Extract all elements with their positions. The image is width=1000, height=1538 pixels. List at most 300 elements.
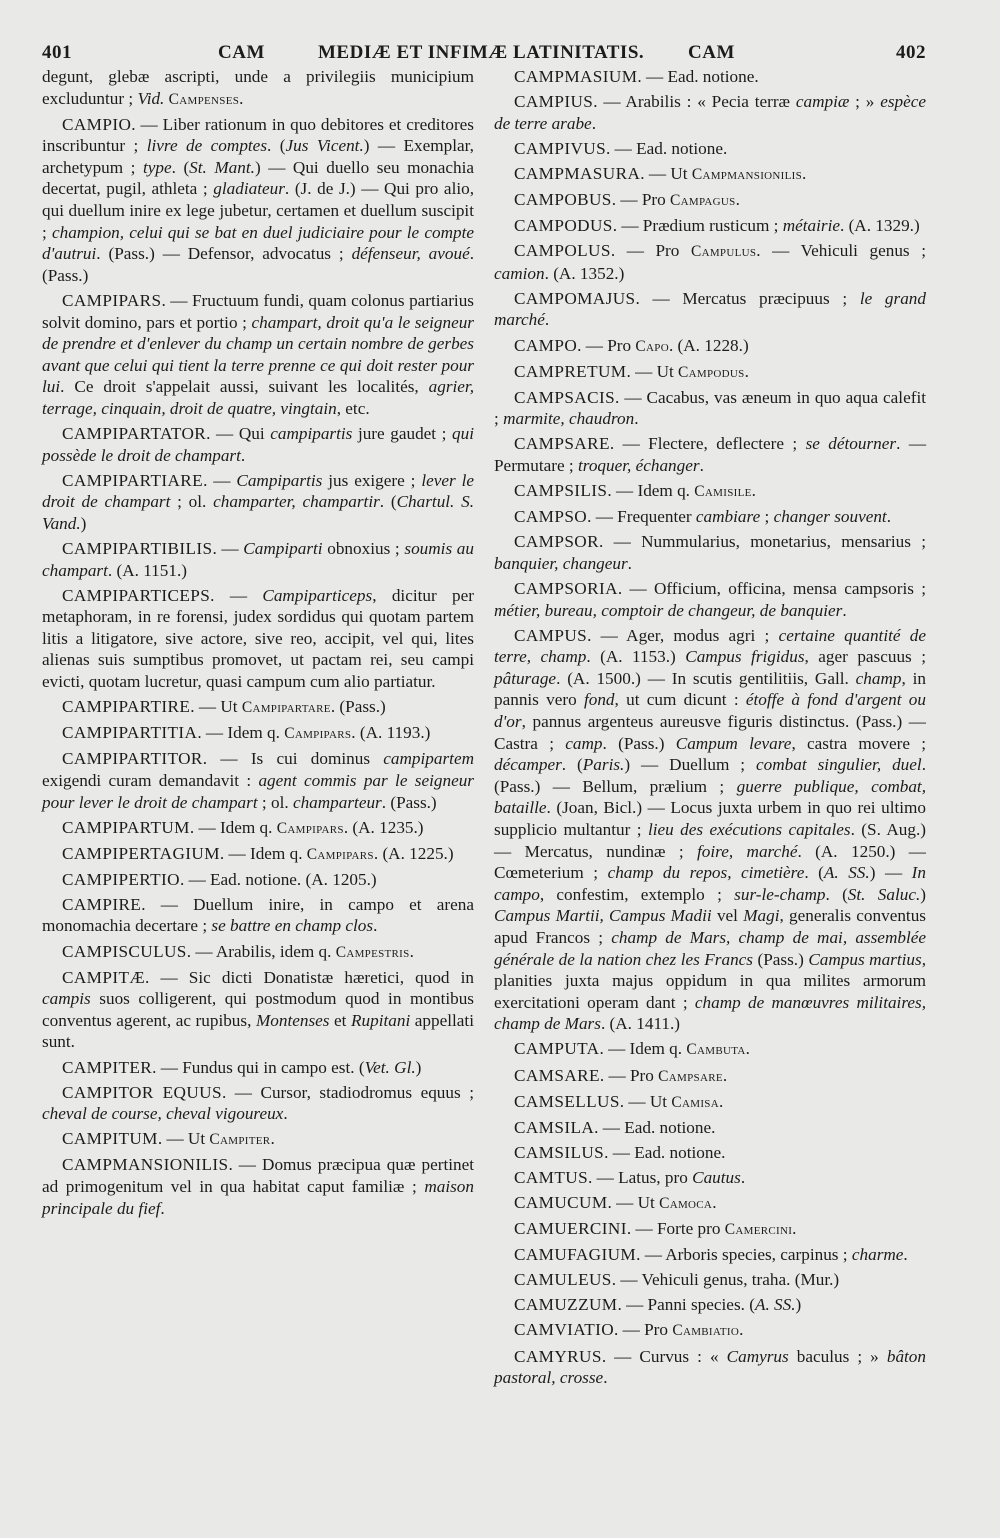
entry-text: . — Vehiculi genus, traha. (Mur.): [611, 1270, 840, 1290]
italic-gloss: soumis au champart: [42, 538, 474, 580]
entry-text: .: [739, 1320, 744, 1340]
italic-gloss: St. Mant.: [189, 157, 255, 177]
dictionary-entry: [42, 470, 474, 535]
entry-text: . — Cursor, stadiodromus equus ;: [221, 1082, 474, 1102]
entry-text: .: [160, 1198, 165, 1218]
entry-text: .: [544, 310, 550, 330]
entry-headword: CAMPIPARS: [62, 290, 162, 310]
dictionary-entry: [494, 91, 926, 134]
entry-text: jure gaudet ;: [352, 424, 453, 443]
italic-gloss: campipartem: [383, 749, 474, 769]
entry-text: . — Ead. notione.: [604, 1142, 726, 1162]
entry-text: . — Officium, officina, mensa campsoris ;: [617, 578, 926, 598]
entry-headword: CAMPIPARTIARE: [62, 470, 204, 490]
entry-text: .: [744, 361, 749, 381]
entry-text: . (: [825, 884, 848, 904]
entry-text: . (A. 1500.) — In scutis gentilitiis, Gall.: [556, 668, 856, 688]
entry-headword: CAMVIATIO: [514, 1320, 615, 1340]
entry-headword: CAMPOBUS: [514, 189, 612, 209]
entry-text: . (A. 1329.): [839, 216, 920, 236]
italic-gloss: cambiare: [695, 507, 761, 527]
entry-text: . — Fundus qui in campo est. (: [152, 1057, 365, 1077]
entry-text: . — Pro: [599, 1065, 659, 1085]
entry-text: . (A. 1250.) — Cœmeterium ;: [494, 841, 926, 883]
dictionary-entry: [494, 288, 926, 331]
cross-reference: Camoca: [659, 1195, 713, 1212]
dictionary-entry: [494, 66, 926, 88]
entry-text: .: [751, 481, 756, 501]
running-header: [42, 34, 926, 62]
italic-gloss: Campus Martii, Campus Madii: [494, 906, 712, 926]
entry-text: . — Arabilis : « Pecia terræ: [593, 92, 796, 112]
dictionary-entry: [494, 1192, 926, 1215]
right-page-number: 402: [896, 42, 926, 63]
italic-gloss: Cautus: [692, 1167, 741, 1187]
entry-text: baculus ; »: [788, 1346, 887, 1366]
entry-text: .: [740, 1167, 746, 1187]
entry-text: , castra movere ;: [791, 733, 927, 753]
italic-gloss: gladiateur: [213, 179, 285, 199]
italic-gloss: le grand marché: [494, 288, 926, 330]
entry-text: . (A. 1153.): [586, 647, 686, 667]
italic-gloss: champarteur: [292, 792, 382, 812]
italic-gloss: cheval de course, cheval vigoureux: [42, 1104, 284, 1124]
entry-text: .: [718, 1091, 724, 1111]
entry-text: . — Frequenter: [587, 507, 696, 527]
dictionary-entry: [494, 1038, 926, 1061]
italic-gloss: Jus Vicent.: [285, 136, 364, 156]
entry-text: . (: [561, 755, 583, 775]
cross-reference: Campenses: [168, 90, 240, 108]
entry-text: . — Idem q.: [599, 1039, 687, 1059]
italic-gloss: lieu des exécutions capitales: [647, 820, 851, 839]
entry-text: . — Mercatus præcipuus ;: [635, 288, 860, 308]
entry-text: ): [920, 884, 926, 904]
italic-gloss: agrier, terrage, cinquain, droit de quatre, vingtain: [42, 377, 474, 418]
dictionary-entry: [42, 538, 474, 581]
entry-text: , etc.: [336, 398, 370, 418]
dictionary-entry: [42, 967, 474, 1053]
dictionary-entry: [42, 1154, 474, 1219]
cross-reference: Campulus: [690, 243, 757, 261]
entry-text: . — Pro: [577, 335, 636, 355]
entry-text: (Pass.): [753, 949, 809, 969]
italic-gloss: guerre publique, combat, bataille: [494, 776, 927, 818]
entry-headword: CAMPIPERTIO: [62, 869, 180, 889]
entry-text: . (Joan, Bicl.) — Locus juxta urbem in quo rei ultimo supplicio multantur ;: [494, 798, 926, 839]
italic-gloss: métier, bureau, comptoir de changeur, de banquier: [494, 600, 843, 620]
entry-text: .: [283, 1104, 288, 1124]
entry-text: ) — Exemplar, archetypum ;: [42, 136, 474, 177]
italic-gloss: champion, celui qui se bat en duel judiciaire pour le compte d'autrui: [42, 222, 474, 264]
italic-gloss: Campum levare: [675, 733, 792, 753]
entry-text: . — Latus, pro: [588, 1167, 693, 1187]
dictionary-entry: [494, 1091, 926, 1114]
left-catchword: CAM: [218, 42, 265, 63]
italic-gloss: camp: [565, 733, 603, 753]
entry-text: ): [415, 1057, 422, 1077]
italic-gloss: Vid.: [137, 88, 165, 108]
italic-gloss: troquer, échanger: [578, 456, 700, 475]
dictionary-entry: [42, 869, 474, 891]
italic-gloss: certaine quantité de terre, champ: [494, 625, 926, 667]
entry-text: .: [792, 1219, 797, 1239]
entry-text: . — Ut: [157, 1129, 210, 1149]
left-column: [42, 66, 474, 1392]
dictionary-entry: [494, 578, 926, 621]
italic-gloss: lever le droit de champart: [42, 470, 474, 512]
italic-gloss: Campiparticeps: [262, 585, 373, 605]
entry-headword: CAMPSARE: [514, 434, 610, 454]
entry-text: . —: [210, 585, 263, 605]
dictionary-entry: [42, 1057, 474, 1079]
cross-reference: Campestris: [335, 943, 410, 961]
italic-gloss: sur-le-champ: [734, 884, 826, 904]
entry-text: . (A. 1235.): [343, 817, 424, 837]
dictionary-entry: [494, 361, 926, 384]
dictionary-entry: [494, 163, 926, 186]
entry-headword: CAMUERCINI: [514, 1219, 627, 1239]
dictionary-entry: [494, 1167, 926, 1189]
entry-headword: CAMPIPARTATOR: [62, 424, 207, 443]
italic-gloss: Magi: [743, 906, 780, 926]
dictionary-entry: [494, 506, 926, 528]
italic-gloss: décamper: [494, 755, 562, 775]
italic-gloss: bâton pastoral, crosse: [494, 1346, 926, 1388]
italic-gloss: livre de comptes: [146, 136, 268, 156]
italic-gloss: Rupitani: [351, 1010, 411, 1030]
cross-reference: Camisile: [694, 483, 752, 501]
entry-text: . —: [203, 470, 237, 490]
entry-text: ; ol.: [257, 792, 293, 812]
entry-headword: CAMPIPARTITIA: [62, 723, 198, 743]
entry-text: . (Pass.) — Bellum, prælium ;: [494, 755, 926, 796]
entry-text: . — Vehiculi genus ;: [756, 241, 926, 261]
entry-text: .: [802, 163, 807, 183]
dictionary-entry: [42, 1082, 474, 1125]
entry-text: . — Pro: [610, 241, 691, 261]
entry-headword: CAMUZZUM: [514, 1295, 618, 1315]
dictionary-entry: [494, 433, 926, 476]
italic-gloss: Paris.: [582, 755, 625, 775]
cross-reference: Campmansionilis: [691, 165, 803, 183]
entry-text: . (S. Aug.) — Mercatus, nundinæ ;: [494, 820, 926, 861]
entry-text: . (Pass.): [330, 697, 386, 717]
entry-headword: CAMPMASIUM: [514, 67, 638, 86]
entry-text: . — Idem q.: [607, 481, 695, 501]
dictionary-entry: [42, 696, 474, 719]
dictionary-entry: [494, 240, 926, 284]
italic-gloss: foire, marché: [697, 841, 798, 861]
entry-text: .: [722, 1065, 728, 1085]
entry-text: .: [745, 1039, 750, 1059]
cross-reference: Campagus: [670, 191, 736, 209]
entry-headword: CAMSARE: [514, 1065, 600, 1085]
entry-text: . — Liber rationum in quo debitores et creditores inscribuntur ;: [42, 114, 474, 156]
entry-text: . — Ead. notione.: [606, 138, 728, 158]
entry-headword: CAMPSOR: [514, 532, 599, 552]
dictionary-entry: [494, 1319, 926, 1342]
dictionary-entry: [42, 423, 474, 466]
entry-text: . (: [804, 863, 824, 883]
entry-text: . (A. 1352.): [544, 263, 625, 283]
dictionary-entry: [42, 894, 474, 937]
entry-text: . — Pro: [614, 1320, 673, 1340]
entry-text: suos colligerent, qui postmodum quod in montibus conventus agerent, ac rupibus,: [42, 989, 474, 1030]
entry-text: . — Ut: [607, 1193, 660, 1212]
italic-gloss: champ de manœuvres militaires, champ de Mars: [494, 992, 926, 1034]
entry-text: , in pannis vero: [494, 668, 926, 710]
italic-gloss: champ: [855, 668, 902, 688]
italic-gloss: champ de Mars, champ de mai, assemblée générale de la nation chez les Francs: [494, 927, 926, 969]
italic-gloss: combat singulier, duel: [756, 755, 922, 775]
italic-gloss: Campus frigidus: [685, 647, 805, 667]
entry-headword: CAMPIPARTIBILIS: [62, 538, 213, 558]
dictionary-entry: [494, 1346, 926, 1389]
italic-gloss: banquier, changeur: [494, 553, 628, 573]
italic-gloss: espèce de terre arabe: [494, 92, 927, 133]
entry-headword: CAMSILUS: [514, 1142, 605, 1162]
entry-headword: CAMPIPARTIRE: [62, 697, 191, 717]
italic-gloss: changer souvent: [773, 507, 887, 527]
dictionary-entry: [42, 290, 474, 420]
entry-text: . (A. 1151.): [107, 560, 187, 580]
entry-text: . — Ut: [619, 1091, 672, 1111]
entry-text: . (Pass.): [42, 244, 475, 285]
italic-gloss: type: [142, 157, 172, 177]
entry-headword: CAMPITUM: [62, 1129, 158, 1149]
dictionary-entry: [494, 1142, 926, 1164]
entry-headword: CAMPMANSIONILIS: [62, 1155, 229, 1175]
entry-headword: CAMTUS: [514, 1167, 589, 1187]
running-title: MEDIÆ ET INFIMÆ LATINITATIS.: [318, 42, 645, 63]
entry-text: . — Qui: [206, 424, 271, 443]
entry-text: , ut cum dicunt :: [614, 690, 746, 710]
dictionary-entry: [42, 748, 474, 813]
entry-headword: CAMPISCULUS: [62, 941, 187, 961]
entry-text: ;: [760, 507, 774, 527]
entry-text: . — Flectere, deflectere ;: [609, 434, 806, 454]
italic-gloss: Campiparti: [243, 538, 323, 558]
italic-gloss: étoffe à fond d'argent ou d'or: [494, 690, 926, 732]
entry-text: .: [634, 409, 639, 429]
entry-text: ) — Qui duello seu monachia decertat, pugil, athleta ;: [42, 157, 474, 199]
entry-text: . — Ead. notione.: [594, 1117, 716, 1137]
entry-text: ; ol.: [170, 492, 214, 512]
dictionary-entry: [494, 1294, 926, 1316]
italic-gloss: maison principale du fief: [42, 1177, 474, 1218]
entry-text: .: [886, 507, 891, 527]
entry-headword: CAMPODUS: [514, 216, 613, 236]
italic-gloss: champ du repos, cimetière: [607, 863, 805, 883]
entry-text: .: [373, 916, 378, 936]
dictionary-entry: [494, 1218, 926, 1241]
dictionary-entry: [494, 189, 926, 212]
entry-text: . (A. 1225.): [373, 843, 454, 863]
entry-text: . — Permutare ;: [494, 434, 927, 475]
dictionary-entry: [494, 387, 926, 430]
cross-reference: Campsare: [658, 1067, 723, 1085]
entry-text: appellati sunt.: [42, 1010, 474, 1052]
dictionary-entry: [494, 1244, 926, 1266]
entry-text: . —: [212, 538, 244, 558]
italic-gloss: champarter, champartir: [213, 492, 380, 512]
italic-gloss: Camyrus: [726, 1346, 789, 1366]
entry-text: . — Panni species. (: [617, 1295, 755, 1315]
entry-text: . — Ager, modus agri ;: [587, 625, 779, 645]
entry-headword: CAMPRETUM: [514, 361, 627, 381]
text-columns: [42, 66, 926, 1392]
italic-gloss: campis: [42, 989, 91, 1009]
entry-headword: CAMPOLUS: [514, 241, 611, 261]
entry-text: .: [699, 456, 704, 475]
entry-text: . — Pro: [611, 189, 671, 209]
italic-gloss: fond: [583, 690, 615, 710]
entry-headword: CAMPIPARTITOR: [62, 749, 203, 769]
italic-gloss: champart, droit qu'a le seigneur de prendre et d'enlever du champ un certain nombre de gerbes avant que celui qui tient la terre prenne ce qui doit rester pour lui: [42, 312, 474, 397]
dictionary-entry: [494, 625, 926, 1035]
entry-headword: CAMPSORIA: [514, 578, 618, 598]
entry-headword: CAMPITER: [62, 1057, 153, 1077]
italic-gloss: Montenses: [255, 1010, 330, 1030]
cross-reference: Cambuta: [686, 1041, 746, 1059]
entry-text: et: [329, 1010, 352, 1030]
italic-gloss: Campipartis: [236, 470, 323, 490]
entry-text: . — Curvus : «: [601, 1346, 727, 1366]
cross-reference: Campipars: [284, 725, 352, 743]
cross-reference: Cambiatio: [672, 1322, 740, 1340]
cross-reference: Campipars: [306, 845, 374, 863]
entry-text: .: [903, 1245, 908, 1265]
cross-reference: Camisa: [671, 1093, 719, 1111]
entry-text: . — Sic dicti Donatistæ hæretici, quod in: [145, 967, 474, 987]
entry-text: vel: [711, 906, 744, 926]
entry-text: . — Ead. notione.: [637, 67, 759, 86]
entry-headword: CAMPIRE: [62, 894, 142, 914]
entry-text: ; »: [849, 92, 881, 112]
entry-text: .: [240, 445, 246, 465]
entry-text: . — Prædium rusticum ;: [612, 216, 783, 236]
italic-gloss: A. SS.: [754, 1295, 796, 1315]
entry-text: . — Is cui dominus: [202, 749, 384, 769]
entry-text: . (A. 1411.): [600, 1014, 681, 1034]
dictionary-entry: [494, 531, 926, 574]
cross-reference: Campipars: [276, 819, 344, 837]
dictionary-entry: [494, 1065, 926, 1088]
entry-headword: CAMPITOR EQUUS: [62, 1082, 222, 1102]
entry-text: , confestim, extemplo ;: [539, 884, 735, 904]
italic-gloss: Campus martius: [808, 949, 922, 969]
entry-headword: CAMSELLUS: [514, 1091, 620, 1111]
entry-text: . (Pass.) — Defensor, advocatus ;: [96, 244, 352, 264]
entry-text: . (Pass.): [381, 792, 437, 812]
entry-text: , pannus argenteus aureusve figuris distinctus. (Pass.) — Castra ;: [494, 712, 926, 753]
entry-text: . (A. 1228.): [668, 335, 749, 355]
entry-headword: CAMSILA: [514, 1117, 595, 1137]
italic-gloss: se détourner: [805, 434, 897, 454]
dictionary-entry: [42, 114, 474, 287]
entry-text: , dicitur per metaphoram, in re forensi, judex sordidus qui quotam partem litis a litigatore, sive actore, sive reo, accipit, vel qui, lites alienas suis sumptibus promovet, ut pactam rei, seu campi evicti, quotam lucretur, quasi campum cum alio partiatur.: [42, 585, 475, 692]
italic-gloss: campiæ: [795, 92, 850, 112]
entry-text: . — Arabilis, idem q.: [186, 941, 336, 961]
cross-reference: Camercini: [724, 1221, 793, 1239]
dictionary-entry: [42, 585, 474, 693]
entry-text: .: [627, 553, 632, 573]
entry-headword: CAMPIPARTUM: [62, 817, 190, 837]
entry-text: . — Fructuum fundi, quam colonus partiarius solvit domino, pars et portio ;: [42, 290, 474, 332]
entry-headword: CAMPIO: [62, 114, 132, 134]
dictionary-entry: [494, 138, 926, 160]
entry-headword: CAMPIPARTICEPS: [62, 585, 211, 605]
entry-text: . (: [379, 492, 397, 512]
entry-text: . — Forte pro: [626, 1219, 725, 1239]
italic-gloss: pâturage: [494, 668, 557, 688]
entry-headword: CAMPITÆ: [62, 967, 146, 987]
dictionary-entry: [42, 722, 474, 745]
dictionary-entry: [494, 215, 926, 237]
entry-text: . — Domus præcipua quæ pertinet ad primogenitum vel in qua habitat caput familiæ ;: [42, 1155, 474, 1196]
entry-text: . — Nummularius, monetarius, mensarius ;: [598, 532, 926, 552]
entry-text: .: [735, 189, 740, 209]
left-page-number: 401: [42, 42, 72, 63]
entry-headword: CAMYRUS: [514, 1346, 602, 1366]
italic-gloss: agent commis par le seigneur pour lever le droit de champart: [42, 770, 474, 812]
entry-headword: CAMPUS: [514, 625, 588, 645]
entry-text: ): [795, 1295, 802, 1315]
entry-headword: CAMULEUS: [514, 1270, 612, 1290]
italic-gloss: Vet. Gl.: [364, 1057, 416, 1077]
entry-text: . — Ut: [626, 361, 679, 381]
italic-gloss: camion: [494, 263, 545, 283]
dictionary-entry: [42, 941, 474, 964]
entry-headword: CAMPIPERTAGIUM: [62, 843, 220, 863]
dictionary-entry: [42, 843, 474, 866]
entry-text: obnoxius ;: [322, 538, 405, 558]
dictionary-entry: [42, 66, 474, 110]
italic-gloss: qui possède le droit de champart: [42, 424, 475, 465]
cross-reference: Campiter: [209, 1131, 271, 1149]
italic-gloss: campipartis: [270, 424, 353, 443]
entry-text: . (: [267, 136, 286, 156]
entry-text: ) —: [869, 863, 912, 883]
entry-text: .: [591, 113, 596, 133]
entry-text: . — Arboris species, carpinus ;: [636, 1245, 852, 1265]
italic-gloss: métairie: [782, 216, 840, 236]
italic-gloss: se battre en champ clos: [211, 916, 374, 936]
italic-gloss: marmite, chaudron: [503, 409, 635, 429]
entry-headword: CAMUFAGIUM: [514, 1245, 637, 1265]
italic-gloss: défenseur, avoué: [351, 244, 470, 264]
dictionary-entry: [42, 1128, 474, 1151]
entry-text: . — Ead. notione. (A. 1205.): [179, 869, 377, 889]
dictionary-entry: [494, 1117, 926, 1139]
entry-text: . — Idem q.: [219, 843, 307, 863]
entry-text: . — Ut: [640, 163, 692, 183]
dictionary-entry: [494, 480, 926, 503]
cross-reference: Capo: [635, 337, 669, 355]
entry-headword: CAMPSILIS: [514, 481, 608, 501]
entry-text: . — Ut: [190, 697, 242, 717]
right-column: [494, 66, 926, 1392]
italic-gloss: charme: [851, 1245, 904, 1265]
italic-gloss: A. SS.: [823, 863, 870, 883]
entry-headword: CAMPO: [514, 335, 578, 355]
entry-headword: CAMPUTA: [514, 1039, 600, 1059]
entry-text: . — Duellum inire, in campo et arena monomachia decertare ;: [42, 894, 474, 936]
entry-text: . (A. 1193.): [351, 723, 431, 743]
entry-text: . — Idem q.: [197, 723, 285, 743]
entry-text: . (J. de J.) — Qui pro alio, qui duellum inire ex lege jubetur, certamen et duellum suscipit ;: [42, 179, 475, 242]
